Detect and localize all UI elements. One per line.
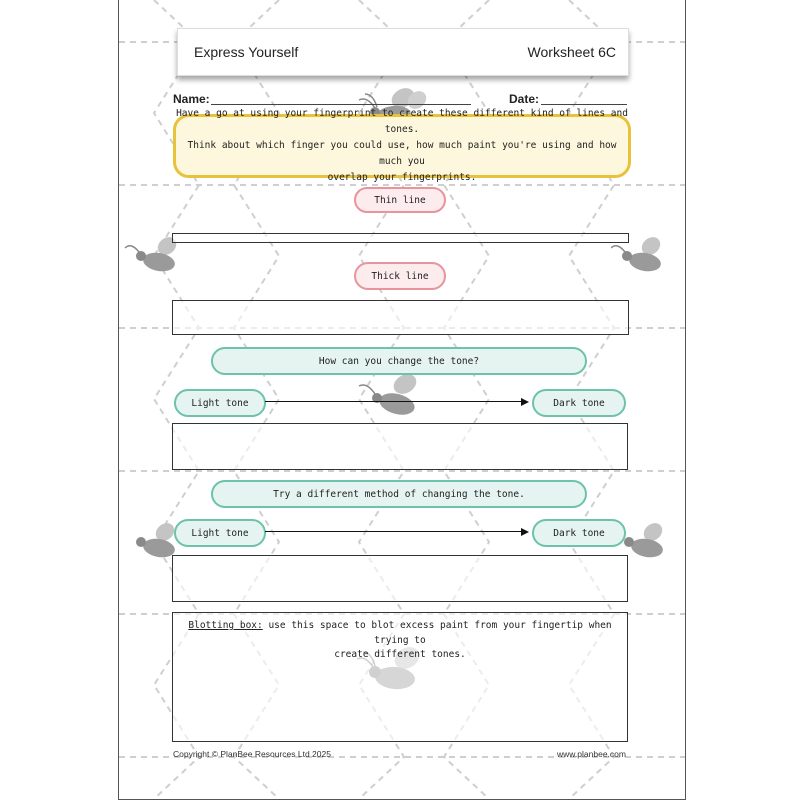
blotting-text-2: create different tones. [334,649,466,661]
different-method-text: Try a different method of changing the tone. [273,488,525,500]
worksheet-number: Worksheet 6C [527,44,616,60]
worksheet-page [118,0,686,800]
tone-arrow-line-2 [265,531,521,532]
copyright-text: Copyright © PlanBee Resources Ltd 2025 [173,749,331,759]
instructions-box [173,107,631,184]
arrow-head-icon [521,528,529,536]
change-tone-text: How can you change the tone? [318,355,480,367]
bee-icon [355,368,437,428]
dark-tone-text-1: Dark tone [553,397,605,409]
thin-line-label [354,187,446,213]
thick-line-text: Thick line [371,270,429,282]
thin-line-drawing-area[interactable] [172,233,629,243]
blotting-box-label: Blotting box: [188,620,263,631]
light-tone-label-2 [174,519,266,547]
dark-tone-label-1 [532,389,626,417]
website-link[interactable]: www.planbee.com [557,749,626,759]
thick-line-label [354,262,446,290]
dark-tone-label-2 [532,519,626,547]
light-tone-label-1 [174,389,266,417]
worksheet-title: Express Yourself [194,44,299,60]
light-tone-text-2: Light tone [191,527,249,539]
tone-drawing-area-2[interactable] [172,555,628,602]
instructions-line-1: Have a go at using your fingerprint to create these different kind of lines and tones. [176,107,628,135]
blotting-box[interactable] [172,612,628,742]
change-tone-heading [211,347,587,375]
tone-drawing-area-1[interactable] [172,423,628,470]
thin-line-text: Thin line [374,194,426,206]
date-label: Date: [509,92,540,106]
dark-tone-text-2: Dark tone [553,527,605,539]
arrow-head-icon [521,398,529,406]
title-bar [177,28,629,76]
blotting-text-1: use this space to blot excess paint from your fingertip when trying to [262,620,612,646]
blotting-instructions [173,619,627,663]
instructions-line-2: Think about which finger you could use, how much paint you're using and how much you [187,139,617,168]
thick-line-drawing-area[interactable] [172,300,629,335]
different-method-heading [211,480,587,508]
tone-arrow-line-1 [265,401,521,402]
name-label: Name: [173,92,210,106]
light-tone-text-1: Light tone [191,397,249,409]
instructions-line-3: overlap your fingerprints. [327,172,477,184]
